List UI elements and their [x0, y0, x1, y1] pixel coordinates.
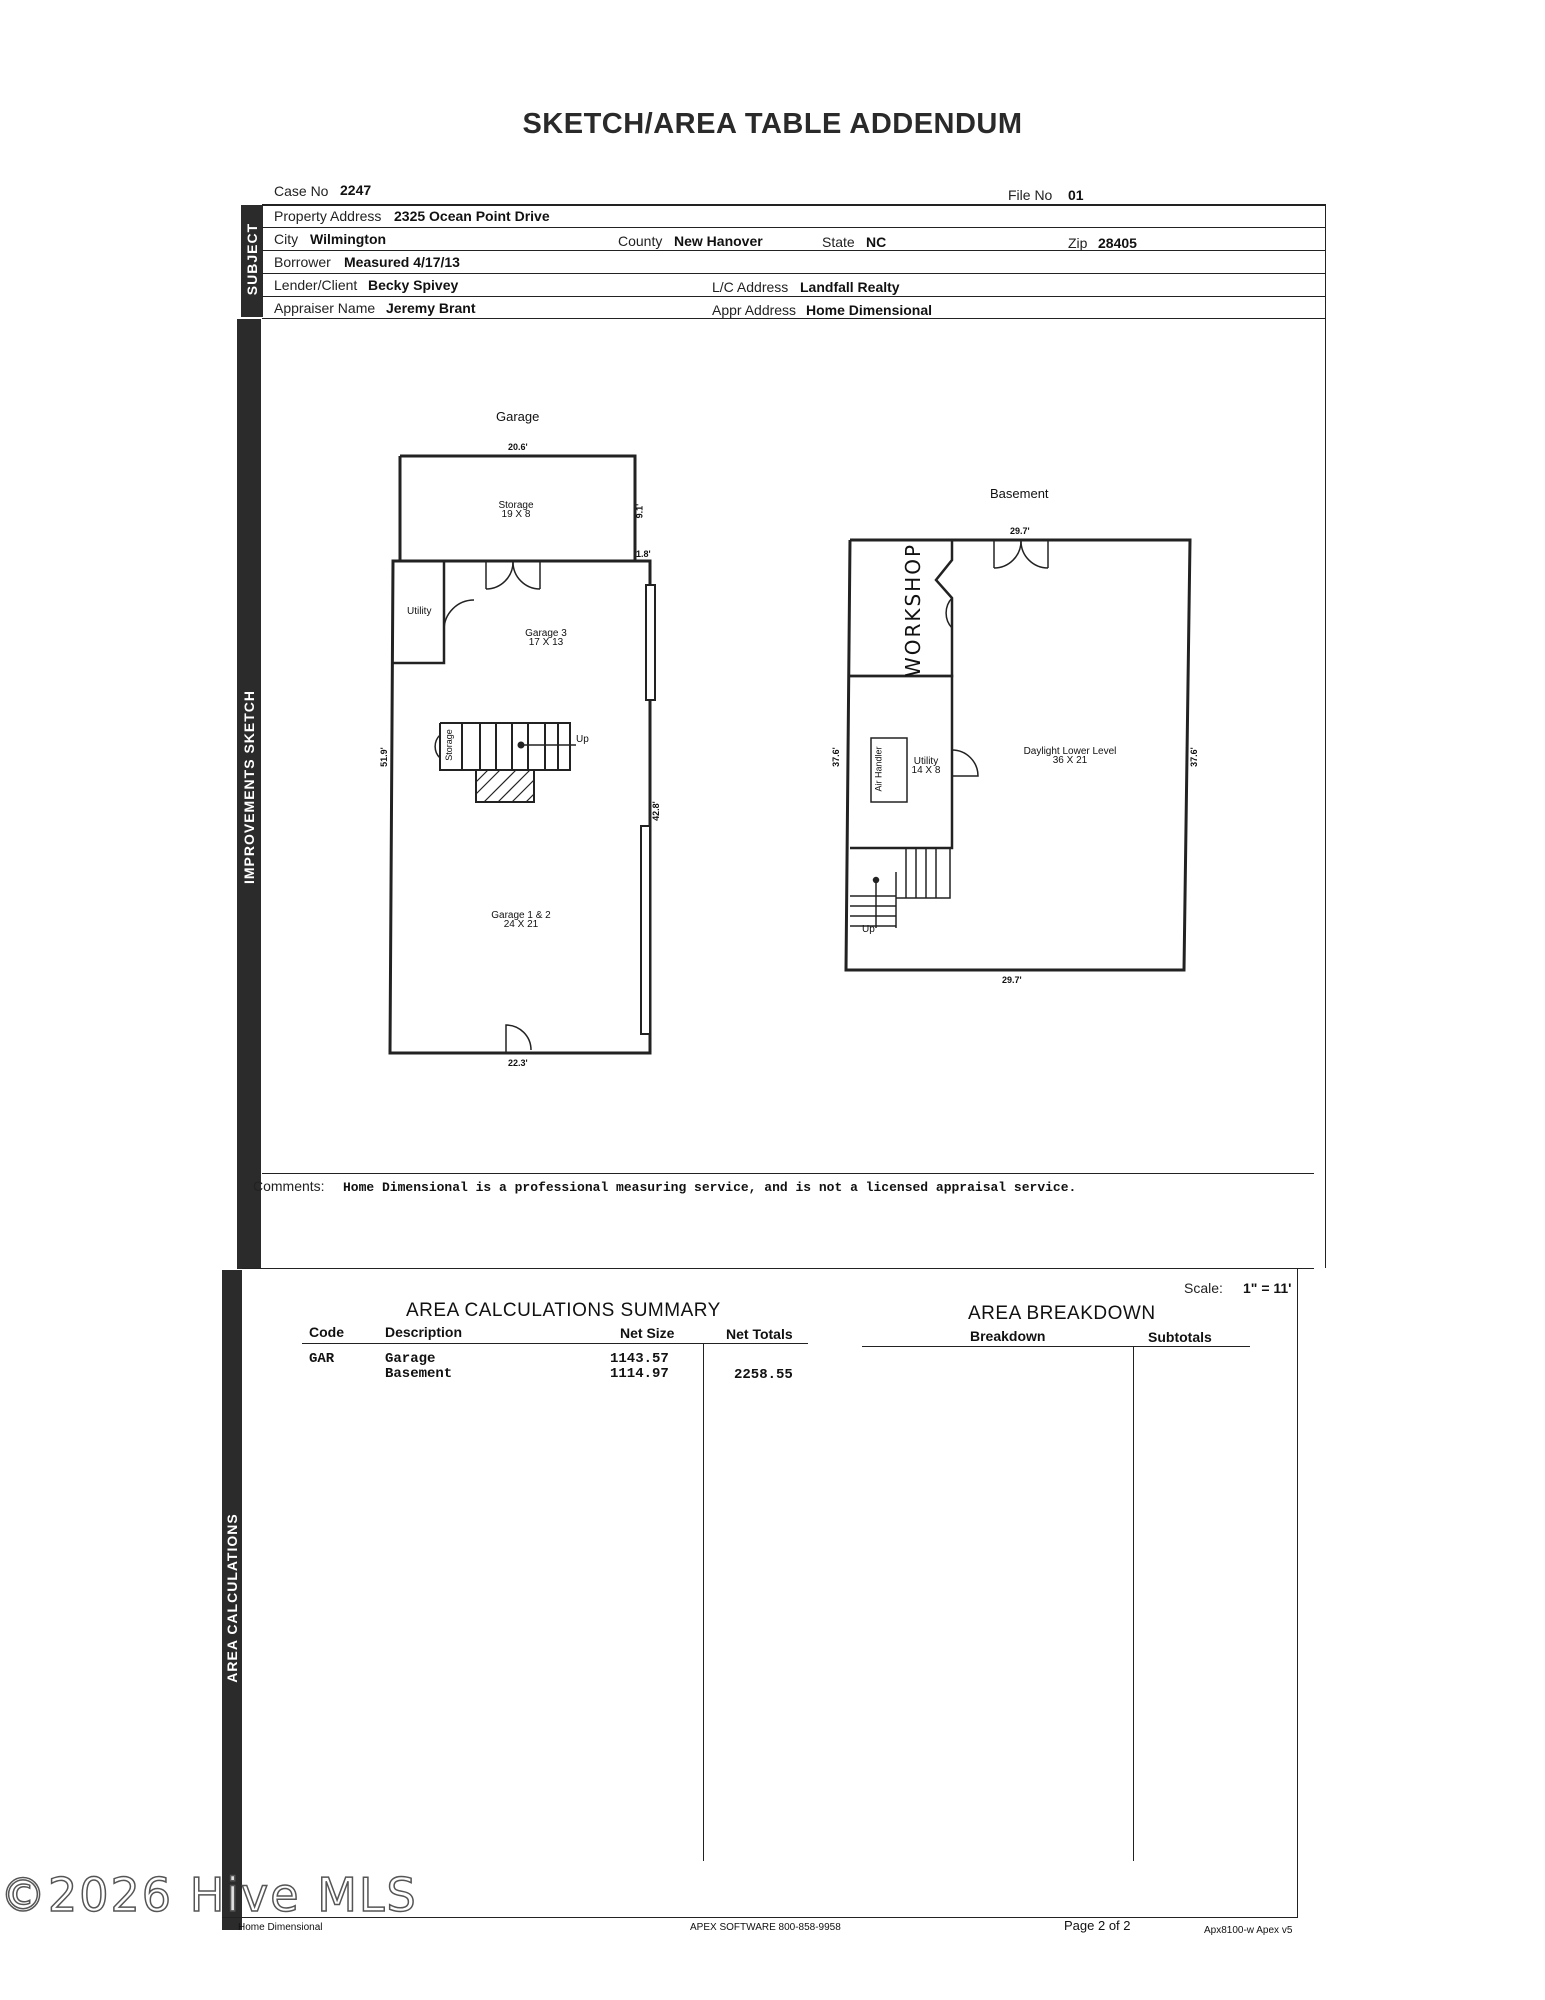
garage-entry-door: [506, 1025, 531, 1053]
row-1-description: Garage: [385, 1351, 436, 1367]
col-subtotals: Subtotals: [1148, 1329, 1212, 1345]
basement-dim-top: 29.7': [1010, 526, 1030, 536]
improvements-side-label: IMPROVEMENTS SKETCH: [241, 690, 257, 885]
utility-room-label: [908, 756, 944, 776]
utility-room-size: 14 X 8: [911, 765, 941, 776]
daylight-name: Daylight Lower Level: [1023, 746, 1117, 757]
row-2-net-total: 2258.55: [734, 1367, 793, 1383]
garage-dim-bottom: 22.3': [508, 1058, 528, 1068]
lender-value: Becky Spivey: [368, 277, 459, 293]
daylight-size: 36 X 21: [1052, 755, 1088, 766]
rule: [302, 1343, 808, 1344]
footer-left: Home Dimensional: [238, 1922, 323, 1933]
row-2-description: Basement: [385, 1366, 453, 1382]
storage-double-door: [486, 561, 540, 589]
case-no-value: 2247: [340, 182, 372, 198]
footer-center: APEX SOFTWARE 800-858-9958: [690, 1922, 841, 1933]
hatched-landing: [476, 770, 534, 802]
footer-page: Page 2 of 2: [1064, 1918, 1131, 1933]
rule: [703, 1343, 704, 1861]
appraiser-label: Appraiser Name: [274, 300, 376, 316]
area-side-label: AREA CALCULATIONS: [224, 1513, 240, 1683]
comments-text: Home Dimensional is a professional measuring service, and is not a licensed appraisal service.: [343, 1180, 1077, 1195]
watermark: ©2026 Hive MLS: [0, 1868, 418, 1922]
comments-label: Comments:: [253, 1178, 325, 1194]
garage-dim-top: 20.6': [508, 442, 528, 452]
col-net-size: Net Size: [620, 1325, 675, 1341]
subject-side-label: SUBJECT: [244, 222, 260, 296]
utility-room-name: Utility: [913, 756, 939, 767]
county-label: County: [618, 233, 663, 249]
utility-closet: [393, 561, 474, 663]
storage-label: [496, 500, 536, 520]
footer-right: Apx8100-w Apex v5: [1204, 1925, 1293, 1936]
basement-stairs: [850, 848, 950, 928]
rule: [242, 1268, 1314, 1269]
daylight-label: [1010, 746, 1130, 766]
appr-address-label: Appr Address: [712, 302, 797, 318]
rule: [262, 1173, 1314, 1174]
garage-outline: [390, 456, 650, 1053]
zip-value: 28405: [1098, 235, 1137, 251]
utility-label: Utility: [407, 606, 432, 617]
property-address-label: Property Address: [274, 208, 382, 224]
garage3-size: 17 X 13: [528, 637, 564, 648]
garage-dim-left: 51.9': [378, 747, 389, 767]
garage-door-lower: [641, 826, 650, 1034]
garage-dim-right: 42.8': [650, 801, 661, 821]
garage12-label: [486, 910, 556, 930]
basement-title: Basement: [990, 486, 1049, 501]
stairs: [435, 723, 576, 802]
city-label: City: [274, 231, 299, 247]
rule: [1133, 1346, 1134, 1861]
row-1-code: GAR: [309, 1351, 335, 1367]
scale-label: Scale:: [1184, 1280, 1223, 1296]
breakdown-title: AREA BREAKDOWN: [968, 1303, 1156, 1324]
file-no-label: File No: [1008, 187, 1053, 203]
garage3-name: Garage 3: [525, 628, 567, 639]
garage12-size: 24 X 21: [503, 919, 539, 930]
workshop-label: WORKSHOP: [901, 542, 926, 678]
city-value: Wilmington: [310, 231, 387, 247]
property-address-value: 2325 Ocean Point Drive: [394, 208, 550, 224]
garage-up-label: Up: [576, 734, 589, 745]
zip-label: Zip: [1068, 235, 1088, 251]
rule: [1297, 1268, 1298, 1918]
county-value: New Hanover: [674, 233, 763, 249]
case-no-label: Case No: [274, 183, 329, 199]
row-1-net-size: 1143.57: [610, 1351, 669, 1367]
storage-name: Storage: [498, 500, 534, 511]
col-code: Code: [309, 1324, 344, 1340]
basement-double-door: [994, 540, 1048, 568]
air-handler-label: Air Handler: [873, 746, 884, 792]
appraiser-value: Jeremy Brant: [386, 300, 476, 316]
garage-dim-right-top: 9.1': [634, 503, 645, 519]
basement-up-label: Up: [862, 924, 875, 935]
garage12-name: Garage 1 & 2: [491, 910, 551, 921]
garage3-label: [521, 628, 571, 648]
basement-dim-right: 37.6': [1188, 747, 1199, 767]
stair-storage-label: Storage: [443, 729, 454, 761]
col-breakdown: Breakdown: [970, 1328, 1046, 1344]
col-net-totals: Net Totals: [726, 1326, 793, 1342]
appr-address-value: Home Dimensional: [806, 302, 933, 318]
col-description: Description: [385, 1324, 463, 1340]
page-title: SKETCH/AREA TABLE ADDENDUM: [522, 108, 1023, 140]
garage-title: Garage: [496, 409, 540, 424]
state-label: State: [822, 234, 855, 250]
storage-size: 19 X 8: [501, 509, 531, 520]
file-no-value: 01: [1068, 187, 1084, 203]
basement-dim-left: 37.6': [830, 747, 841, 767]
row-2-net-size: 1114.97: [610, 1366, 669, 1382]
summary-title: AREA CALCULATIONS SUMMARY: [406, 1300, 721, 1321]
garage-door-upper: [646, 585, 655, 700]
lc-address-label: L/C Address: [712, 279, 789, 295]
borrower-label: Borrower: [274, 254, 331, 270]
lender-label: Lender/Client: [274, 277, 358, 293]
state-value: NC: [866, 234, 887, 250]
scale-value: 1" = 11': [1243, 1280, 1292, 1296]
rule: [862, 1346, 1250, 1347]
garage-dim-step: 1.8': [636, 549, 651, 559]
borrower-value: Measured 4/17/13: [344, 254, 460, 270]
lc-address-value: Landfall Realty: [800, 279, 900, 295]
basement-dim-bottom: 29.7': [1002, 975, 1022, 985]
